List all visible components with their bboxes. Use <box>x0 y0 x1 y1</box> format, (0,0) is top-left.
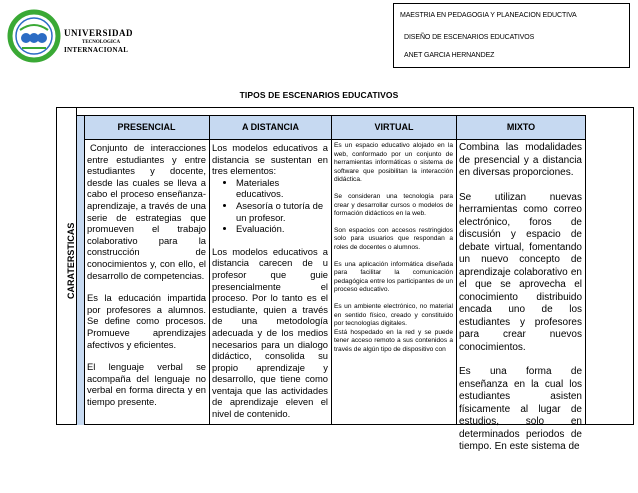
header-author: ANET GARCIA HERNANDEZ <box>404 52 495 59</box>
distancia-paragraph-2: Los modelos educativos a distancia carecen de u profesor que guie presencialmente el proceso. Por lo tanto es el estudiante, quien a través de una metodología adecuada y de los medios necesarios para un dialogo didáctico, consolida su propio aprendizaje y desarrollo, que tiene como ventaja que las actividades de aprendizaje eleven el nivel de contenido. <box>212 245 328 420</box>
mixto-paragraph-2: Se utilizan nuevas herramientas como correo electrónico, foros de discusión y espacio de debate virtual, fomentando un nuevo concepto de aprendizaje colaborativo en el que se aprovecha el conocimiento distribuido encada uno de los estudiantes y profesores para crear nuevos conocimientos. <box>459 191 582 353</box>
logo-wordmark <box>64 28 133 54</box>
university-logo <box>6 6 138 66</box>
cell-presencial <box>84 142 209 425</box>
column-head-virtual: VIRTUAL <box>374 122 414 132</box>
presencial-paragraph-2: Es la educación impartida por profesores a alumnos. Se define como procesos. Promueve aprendizajes afectivos y eficientes. <box>87 292 206 350</box>
virtual-paragraph-4: Es una aplicación informática diseñada para facilitar la comunicación pedagógica entre los participantes de un proceso educativo. <box>334 260 453 294</box>
list-item: • Materiales educativos. <box>236 177 328 200</box>
header-info-box <box>393 3 630 68</box>
distancia-elements-list <box>212 177 328 235</box>
column-head-distancia: A DISTANCIA <box>242 122 299 132</box>
list-item: • Asesoría o tutoría de un profesor. <box>236 200 328 223</box>
cell-mixto <box>456 142 585 452</box>
logo-emblem-icon <box>6 6 66 66</box>
virtual-paragraph-3: Son espacios con accesos restringidos solo para usuarios que respondan a roles de docentes o alumnos. <box>334 226 453 251</box>
virtual-paragraph-6: Está hospedado en la red y se puede tener acceso remoto a sus contenidos a través de algún tipo de dispositivo con <box>334 328 453 353</box>
side-label-cell <box>76 115 84 425</box>
grid-line <box>585 115 586 425</box>
mixto-paragraph-1: Combina las modalidades de presencial y a distancia en diversas proporciones. <box>459 142 582 178</box>
presencial-paragraph-1: Conjunto de interacciones entre estudiantes y entre estudiantes y docente, desde las cuales se lleva a cabo el proceso enseñanza-aprendizaje, a través de una serie de estrategias que promueven el trabajo colaborativo para la construcción de conocimientos y, con ello, el desarrollo de competencias. <box>87 142 206 281</box>
cell-distancia <box>209 142 331 425</box>
mixto-paragraph-3: Es una forma de enseñanza en la cual los estudiantes asisten físicamente al lugar de estudios, solo en determinados periodos de tiempo. En este sistema de <box>459 366 582 452</box>
page-title: TIPOS DE ESCENARIOS EDUCATIVOS <box>239 90 399 100</box>
virtual-paragraph-5: Es un ambiente electrónico, no material en sentido físico, creado y constituido por tecnologías digitales. <box>334 302 453 328</box>
virtual-paragraph-2: Se consideran una tecnología para crear y desarrollar cursos o modelos de formación didácticos en la web. <box>334 192 453 218</box>
header-program: MAESTRIA EN PEDAGOGIA Y PLANEACION EDUCTIVA <box>400 12 577 19</box>
side-label: CARATERSTICAS <box>66 222 76 299</box>
distancia-paragraph-1: Los modelos educativos a distancia se sustentan en tres elementos: <box>212 142 328 177</box>
cell-virtual <box>331 142 456 425</box>
grid-line <box>84 139 585 140</box>
logo-line-3: INTERNACIONAL <box>64 46 129 54</box>
column-head-mixto: MIXTO <box>506 122 536 132</box>
presencial-paragraph-3: El lenguaje verbal se acompaña del lenguaje no verbal en forma directa y en tiempo presente. <box>87 361 206 407</box>
logo-line-1: UNIVERSIDAD <box>64 28 134 38</box>
virtual-paragraph-1: Es un espacio educativo alojado en la web, conformado por un conjunto de herramientas informáticas o sistema de software que posibilitan la interacción didáctica. <box>334 142 453 184</box>
logo-line-2: TECNOLOGICA <box>82 40 121 45</box>
header-course: DISEÑO DE ESCENARIOS EDUCATIVOS <box>404 34 535 41</box>
list-item: • Evaluación. <box>236 223 328 235</box>
grid-line <box>76 115 585 116</box>
column-head-presencial: PRESENCIAL <box>117 122 176 132</box>
